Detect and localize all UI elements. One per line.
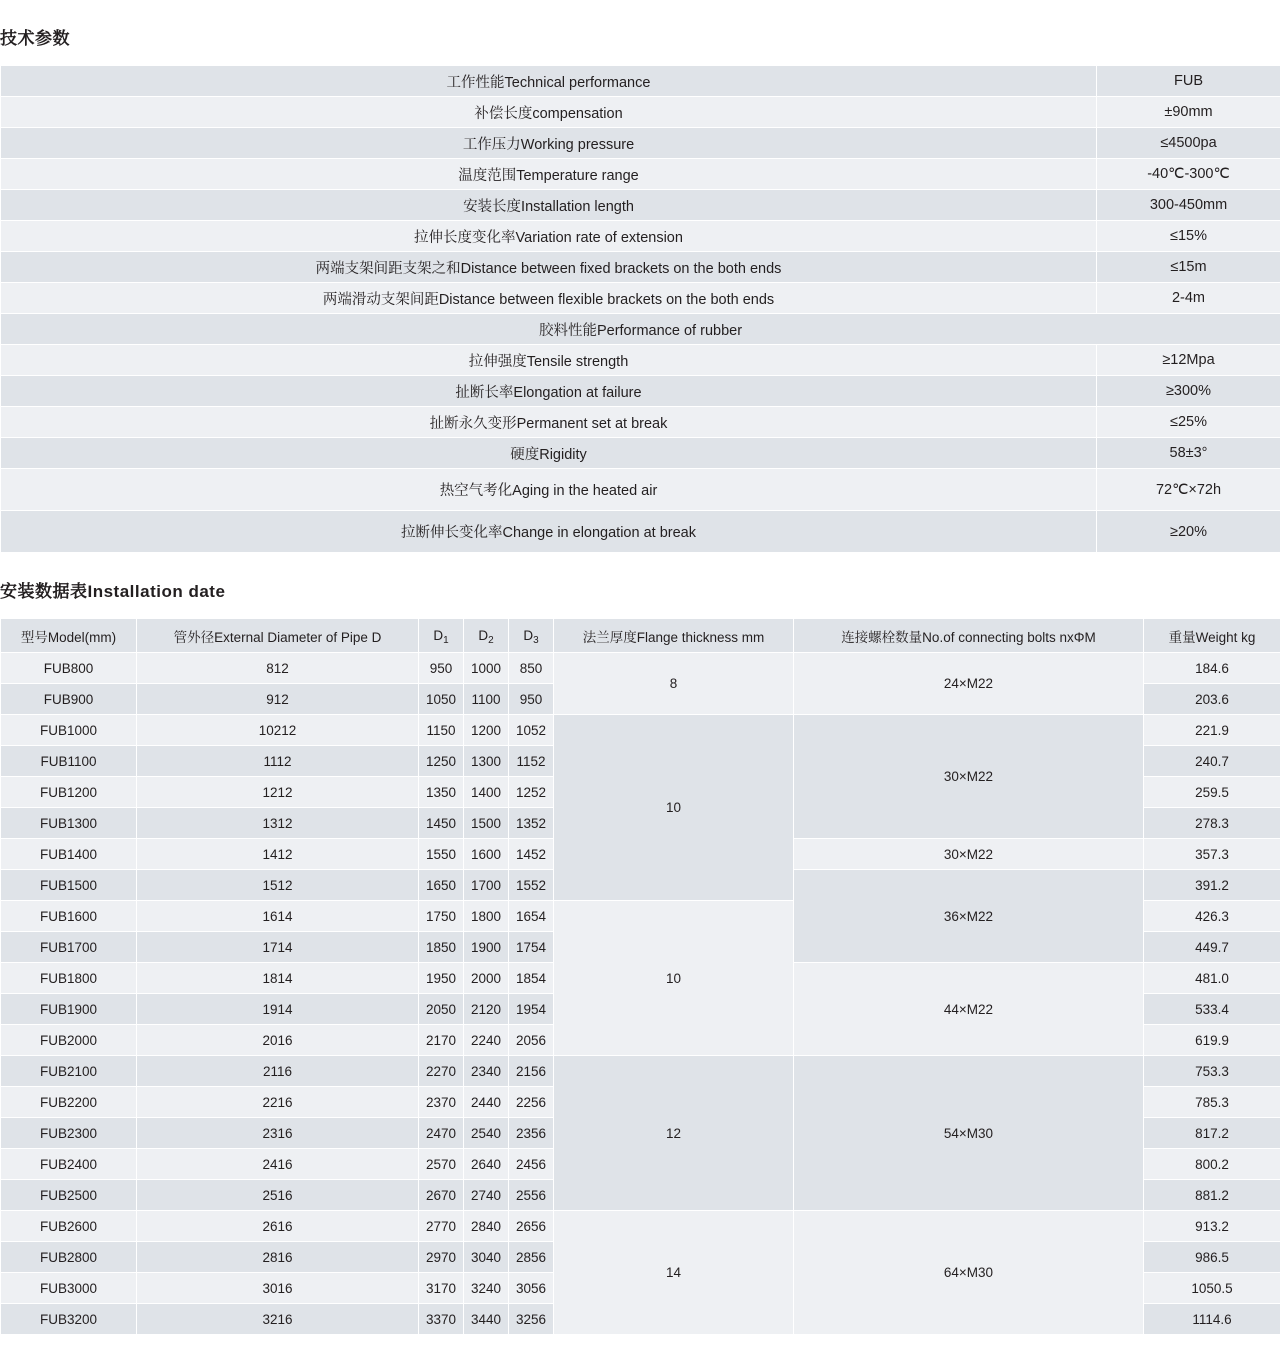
cell-model: FUB800 (1, 653, 137, 684)
cell-d2: 1900 (464, 932, 509, 963)
cell-flange-thickness: 14 (554, 1211, 794, 1335)
cell-weight: 391.2 (1144, 870, 1280, 901)
cell-d3: 1052 (509, 715, 554, 746)
tech-param-label: 补偿长度compensation (1, 97, 1097, 128)
tech-param-label: 胶料性能Performance of rubber (1, 314, 1280, 345)
cell-external-diameter: 3216 (137, 1304, 419, 1335)
tech-param-label: 温度范围Temperature range (1, 159, 1097, 190)
table-row (1, 469, 1280, 511)
cell-model: FUB1500 (1, 870, 137, 901)
cell-d2: 2340 (464, 1056, 509, 1087)
tech-param-label: 工作性能Technical performance (1, 66, 1097, 97)
cell-d2: 2120 (464, 994, 509, 1025)
cell-d2: 2240 (464, 1025, 509, 1056)
table-row (1, 190, 1280, 221)
table-row (1, 314, 1280, 345)
cell-d3: 2656 (509, 1211, 554, 1242)
cell-d2: 1100 (464, 684, 509, 715)
header-d3: $D_3$ (509, 619, 554, 653)
cell-external-diameter: 2416 (137, 1149, 419, 1180)
cell-d3: 3056 (509, 1273, 554, 1304)
tech-param-label: 扯断长率Elongation at failure (1, 376, 1097, 407)
cell-d1: 2570 (419, 1149, 464, 1180)
cell-d1: 2270 (419, 1056, 464, 1087)
cell-d1: 950 (419, 653, 464, 684)
tech-table-body (1, 66, 1280, 553)
cell-d2: 1200 (464, 715, 509, 746)
cell-model: FUB2100 (1, 1056, 137, 1087)
cell-connecting-bolts: 24×M22 (794, 653, 1144, 715)
cell-d2: 3040 (464, 1242, 509, 1273)
table-row (1, 653, 1280, 684)
tech-param-label: 两端支架间距支架之和Distance between fixed brackets on the both ends (1, 252, 1097, 283)
header-d1: $D_1$ (419, 619, 464, 653)
cell-d1: 2370 (419, 1087, 464, 1118)
cell-d3: 2856 (509, 1242, 554, 1273)
cell-d1: 2970 (419, 1242, 464, 1273)
table-row (1, 221, 1280, 252)
tech-param-label: 硬度Rigidity (1, 438, 1097, 469)
cell-weight: 881.2 (1144, 1180, 1280, 1211)
installation-data-title: 安装数据表Installation date (0, 582, 226, 601)
cell-model: FUB1300 (1, 808, 137, 839)
cell-weight: 913.2 (1144, 1211, 1280, 1242)
cell-d2: 2640 (464, 1149, 509, 1180)
cell-external-diameter: 2016 (137, 1025, 419, 1056)
cell-weight: 203.6 (1144, 684, 1280, 715)
cell-external-diameter: 1614 (137, 901, 419, 932)
table-row (1, 715, 1280, 746)
cell-model: FUB1200 (1, 777, 137, 808)
tech-param-value: ≤15m (1097, 252, 1280, 283)
cell-d2: 2840 (464, 1211, 509, 1242)
cell-d3: 2356 (509, 1118, 554, 1149)
cell-d2: 1000 (464, 653, 509, 684)
cell-d2: 1800 (464, 901, 509, 932)
table-row (1, 128, 1280, 159)
tech-param-value: 2-4m (1097, 283, 1280, 314)
cell-d2: 1500 (464, 808, 509, 839)
tech-param-value: ±90mm (1097, 97, 1280, 128)
tech-param-value: 300-450mm (1097, 190, 1280, 221)
cell-weight: 259.5 (1144, 777, 1280, 808)
cell-d1: 2050 (419, 994, 464, 1025)
cell-d3: 950 (509, 684, 554, 715)
cell-d3: 2156 (509, 1056, 554, 1087)
header-external-diameter: 管外径External Diameter of Pipe D (137, 619, 419, 653)
tech-param-value: ≤4500pa (1097, 128, 1280, 159)
cell-external-diameter: 1212 (137, 777, 419, 808)
table-row (1, 345, 1280, 376)
cell-model: FUB1900 (1, 994, 137, 1025)
cell-model: FUB1600 (1, 901, 137, 932)
cell-external-diameter: 2216 (137, 1087, 419, 1118)
cell-flange-thickness: 12 (554, 1056, 794, 1211)
cell-weight: 1114.6 (1144, 1304, 1280, 1335)
cell-external-diameter: 3016 (137, 1273, 419, 1304)
cell-external-diameter: 10212 (137, 715, 419, 746)
cell-connecting-bolts: 36×M22 (794, 870, 1144, 963)
cell-d3: 2456 (509, 1149, 554, 1180)
cell-connecting-bolts: 44×M22 (794, 963, 1144, 1056)
table-row (1, 252, 1280, 283)
cell-d3: 1954 (509, 994, 554, 1025)
cell-d3: 2256 (509, 1087, 554, 1118)
cell-external-diameter: 1814 (137, 963, 419, 994)
cell-model: FUB2500 (1, 1180, 137, 1211)
table-header-row (1, 619, 1280, 653)
tech-param-value: -40℃-300℃ (1097, 159, 1280, 190)
cell-d1: 2670 (419, 1180, 464, 1211)
cell-model: FUB2000 (1, 1025, 137, 1056)
cell-flange-thickness: 10 (554, 715, 794, 901)
cell-d3: 850 (509, 653, 554, 684)
cell-flange-thickness: 10 (554, 901, 794, 1056)
cell-external-diameter: 1112 (137, 746, 419, 777)
cell-model: FUB2200 (1, 1087, 137, 1118)
cell-d3: 1452 (509, 839, 554, 870)
cell-weight: 481.0 (1144, 963, 1280, 994)
header-connecting-bolts: 连接螺栓数量No.of connecting bolts nxΦM (794, 619, 1144, 653)
cell-weight: 800.2 (1144, 1149, 1280, 1180)
header-weight: 重量Weight kg (1144, 619, 1280, 653)
tech-param-value: ≤15% (1097, 221, 1280, 252)
cell-weight: 240.7 (1144, 746, 1280, 777)
cell-d3: 2056 (509, 1025, 554, 1056)
table-row (1, 1056, 1280, 1087)
cell-external-diameter: 1512 (137, 870, 419, 901)
cell-external-diameter: 1412 (137, 839, 419, 870)
cell-model: FUB1700 (1, 932, 137, 963)
tech-param-value: ≥300% (1097, 376, 1280, 407)
tech-params-title: 技术参数 (0, 29, 70, 48)
cell-d1: 3370 (419, 1304, 464, 1335)
installation-table-head (1, 619, 1280, 653)
cell-d3: 1152 (509, 746, 554, 777)
cell-weight: 785.3 (1144, 1087, 1280, 1118)
cell-external-diameter: 1714 (137, 932, 419, 963)
cell-connecting-bolts: 30×M22 (794, 715, 1144, 839)
cell-d1: 1650 (419, 870, 464, 901)
cell-model: FUB1400 (1, 839, 137, 870)
tech-param-value: ≥12Mpa (1097, 345, 1280, 376)
cell-weight: 753.3 (1144, 1056, 1280, 1087)
cell-external-diameter: 1312 (137, 808, 419, 839)
cell-model: FUB2400 (1, 1149, 137, 1180)
cell-weight: 184.6 (1144, 653, 1280, 684)
table-row (1, 97, 1280, 128)
cell-d1: 1550 (419, 839, 464, 870)
cell-d2: 2540 (464, 1118, 509, 1149)
installation-table-body (1, 653, 1280, 1335)
tech-param-label: 扯断永久变形Permanent set at break (1, 407, 1097, 438)
cell-d2: 1300 (464, 746, 509, 777)
cell-model: FUB2300 (1, 1118, 137, 1149)
cell-d1: 3170 (419, 1273, 464, 1304)
cell-d1: 2470 (419, 1118, 464, 1149)
cell-d2: 2440 (464, 1087, 509, 1118)
tech-param-label: 热空气考化Aging in the heated air (1, 469, 1097, 511)
tech-param-value: 58±3° (1097, 438, 1280, 469)
tech-param-value: FUB (1097, 66, 1280, 97)
header-flange-thickness: 法兰厚度Flange thickness mm (554, 619, 794, 653)
cell-d1: 1750 (419, 901, 464, 932)
cell-external-diameter: 2116 (137, 1056, 419, 1087)
tech-param-label: 工作压力Working pressure (1, 128, 1097, 159)
cell-d3: 2556 (509, 1180, 554, 1211)
cell-d2: 3240 (464, 1273, 509, 1304)
cell-model: FUB2600 (1, 1211, 137, 1242)
header-d2: $D_2$ (464, 619, 509, 653)
cell-connecting-bolts: 54×M30 (794, 1056, 1144, 1211)
table-row (1, 407, 1280, 438)
cell-weight: 1050.5 (1144, 1273, 1280, 1304)
cell-d3: 1252 (509, 777, 554, 808)
table-row (1, 66, 1280, 97)
cell-d2: 1700 (464, 870, 509, 901)
document-page (0, 24, 1280, 1335)
tech-param-label: 拉断伸长变化率Change in elongation at break (1, 511, 1097, 553)
cell-d3: 1352 (509, 808, 554, 839)
cell-model: FUB1800 (1, 963, 137, 994)
table-row (1, 283, 1280, 314)
cell-d1: 1950 (419, 963, 464, 994)
cell-connecting-bolts: 30×M22 (794, 839, 1144, 870)
tech-param-value: ≤25% (1097, 407, 1280, 438)
cell-external-diameter: 1914 (137, 994, 419, 1025)
installation-data-table (0, 618, 1280, 1335)
cell-weight: 449.7 (1144, 932, 1280, 963)
cell-weight: 533.4 (1144, 994, 1280, 1025)
cell-d2: 1400 (464, 777, 509, 808)
cell-model: FUB1100 (1, 746, 137, 777)
cell-weight: 817.2 (1144, 1118, 1280, 1149)
cell-weight: 986.5 (1144, 1242, 1280, 1273)
cell-weight: 278.3 (1144, 808, 1280, 839)
cell-d2: 3440 (464, 1304, 509, 1335)
cell-weight: 357.3 (1144, 839, 1280, 870)
table-row (1, 511, 1280, 553)
cell-d1: 1850 (419, 932, 464, 963)
cell-weight: 221.9 (1144, 715, 1280, 746)
table-row (1, 438, 1280, 469)
cell-external-diameter: 912 (137, 684, 419, 715)
tech-param-value: ≥20% (1097, 511, 1280, 553)
header-model: 型号Model(mm) (1, 619, 137, 653)
cell-d1: 1150 (419, 715, 464, 746)
cell-d3: 3256 (509, 1304, 554, 1335)
cell-model: FUB1000 (1, 715, 137, 746)
cell-model: FUB3200 (1, 1304, 137, 1335)
cell-d2: 2000 (464, 963, 509, 994)
tech-param-value: 72℃×72h (1097, 469, 1280, 511)
cell-model: FUB2800 (1, 1242, 137, 1273)
cell-model: FUB900 (1, 684, 137, 715)
table-row (1, 159, 1280, 190)
cell-d3: 1552 (509, 870, 554, 901)
cell-d1: 1450 (419, 808, 464, 839)
cell-d1: 1350 (419, 777, 464, 808)
table-row (1, 376, 1280, 407)
tech-param-label: 安装长度Installation length (1, 190, 1097, 221)
cell-external-diameter: 2316 (137, 1118, 419, 1149)
cell-external-diameter: 2816 (137, 1242, 419, 1273)
cell-model: FUB3000 (1, 1273, 137, 1304)
cell-d1: 1050 (419, 684, 464, 715)
tech-param-label: 两端滑动支架间距Distance between flexible brackets on the both ends (1, 283, 1097, 314)
cell-d2: 2740 (464, 1180, 509, 1211)
cell-external-diameter: 2616 (137, 1211, 419, 1242)
cell-d3: 1654 (509, 901, 554, 932)
cell-external-diameter: 2516 (137, 1180, 419, 1211)
cell-weight: 426.3 (1144, 901, 1280, 932)
cell-d1: 2170 (419, 1025, 464, 1056)
tech-param-label: 拉伸强度Tensile strength (1, 345, 1097, 376)
cell-d1: 1250 (419, 746, 464, 777)
cell-d1: 2770 (419, 1211, 464, 1242)
cell-d3: 1854 (509, 963, 554, 994)
tech-param-label: 拉伸长度变化率Variation rate of extension (1, 221, 1097, 252)
technical-parameters-table (0, 65, 1280, 553)
cell-d2: 1600 (464, 839, 509, 870)
table-row (1, 1211, 1280, 1242)
cell-weight: 619.9 (1144, 1025, 1280, 1056)
cell-external-diameter: 812 (137, 653, 419, 684)
cell-connecting-bolts: 64×M30 (794, 1211, 1144, 1335)
cell-d3: 1754 (509, 932, 554, 963)
cell-flange-thickness: 8 (554, 653, 794, 715)
